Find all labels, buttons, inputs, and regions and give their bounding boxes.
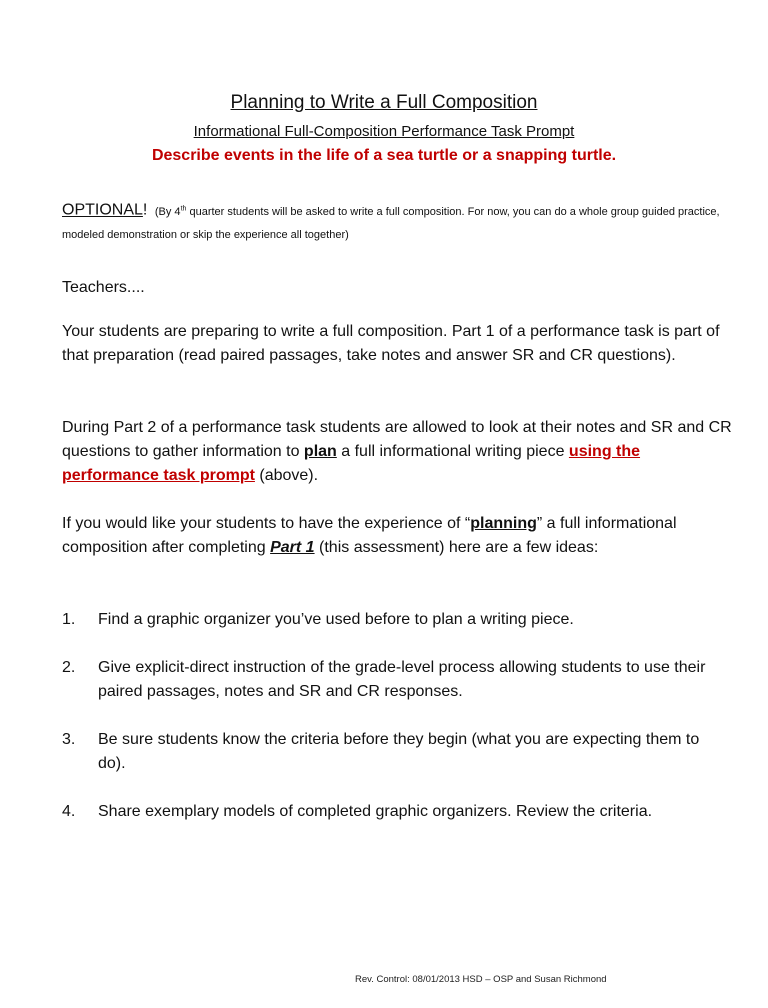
performance-task-prompt-link: using the performance task prompt bbox=[62, 443, 641, 484]
optional-note-prefix: (By 4 bbox=[154, 205, 181, 218]
page-title: Planning to Write a Full Composition bbox=[230, 92, 538, 113]
paragraph-part-2 bbox=[62, 416, 732, 488]
part-1-emphasis: Part 1 bbox=[270, 539, 315, 556]
list-text: Give explicit-direct instruction of the grade-level process allowing students to use their paired passages, notes and SR and CR responses. bbox=[98, 659, 706, 700]
para2-text-b: a full informational writing piece bbox=[336, 443, 569, 460]
list-number: 2. bbox=[62, 659, 76, 676]
task-prompt: Describe events in the life of a sea turtle or a snapping turtle. bbox=[151, 147, 617, 164]
paragraph-ideas-intro bbox=[62, 512, 732, 560]
optional-note-rest: quarter students will be asked to write a full composition. For now, you can do a whole group guided practice, modeled demonstration or skip the experience all together) bbox=[62, 205, 720, 241]
paragraph-preparation: Your students are preparing to write a full composition. Part 1 of a performance task is part of that preparation (read paired passages, take notes and answer SR and CR questions). bbox=[62, 323, 720, 364]
list-number: 1. bbox=[62, 611, 76, 628]
optional-exclaim: ! bbox=[142, 201, 148, 219]
greeting: Teachers.... bbox=[62, 279, 145, 296]
planning-emphasis: planning bbox=[470, 515, 537, 532]
optional-note-sup: th bbox=[180, 205, 187, 212]
optional-label: OPTIONAL bbox=[62, 201, 143, 219]
list-number: 3. bbox=[62, 731, 76, 748]
list-text: Find a graphic organizer you’ve used before to plan a writing piece. bbox=[98, 611, 574, 628]
list-number: 4. bbox=[62, 803, 76, 820]
page-subtitle: Informational Full-Composition Performance Task Prompt bbox=[193, 123, 575, 140]
plan-emphasis: plan bbox=[303, 443, 337, 460]
para2-text-c: (above). bbox=[254, 467, 319, 484]
list-text: Share exemplary models of completed graphic organizers. Review the criteria. bbox=[98, 803, 653, 820]
optional-note bbox=[62, 198, 722, 246]
para2-text-a: During Part 2 of a performance task students are allowed to look at their notes and SR and CR questions to gather information to bbox=[62, 419, 732, 460]
para3-text-c: (this assessment) here are a few ideas: bbox=[314, 539, 599, 556]
list-text: Be sure students know the criteria before they begin (what you are expecting them to do). bbox=[98, 731, 700, 772]
revision-footer: Rev. Control: 08/01/2013 HSD – OSP and Susan Richmond bbox=[355, 974, 607, 985]
para3-text-a: If you would like your students to have the experience of “ bbox=[62, 515, 471, 532]
para3-text-b: ” a full informational composition after completing bbox=[62, 515, 677, 556]
